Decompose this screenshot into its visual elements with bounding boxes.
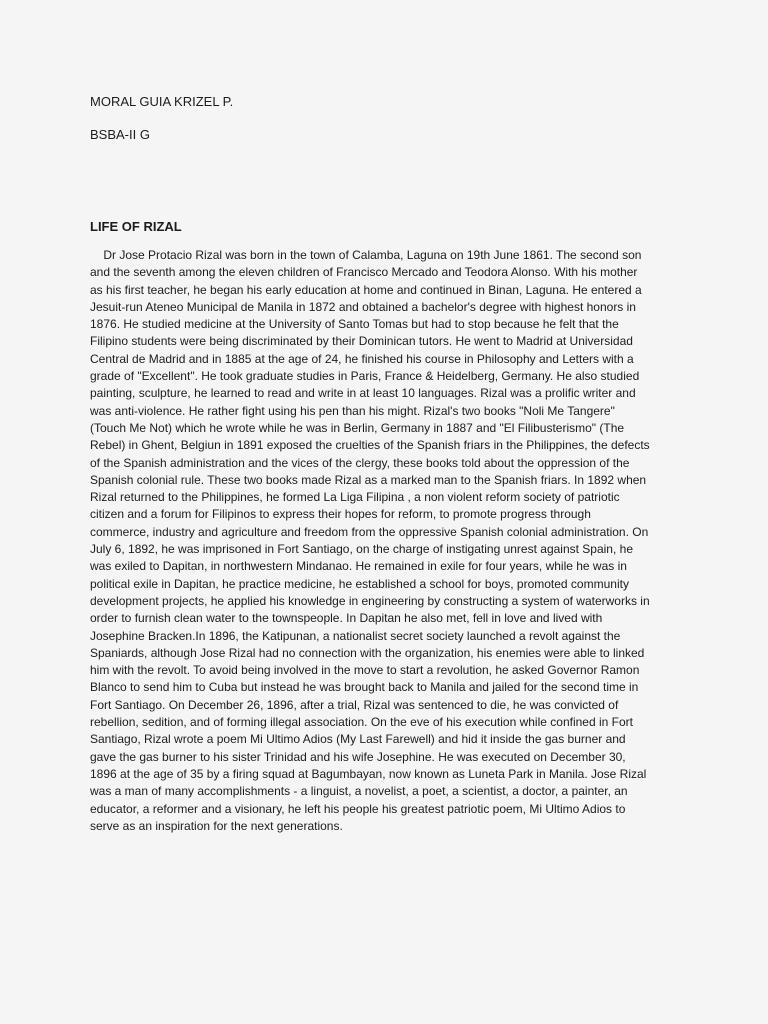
body-paragraph [90, 247, 682, 835]
body-line: was anti-violence. He rather fight using his pen than his might. Rizal's two books "Noli Me Tangere" [90, 403, 615, 418]
body-line: development projects, he applied his knowledge in engineering by constructing a system of waterworks in [90, 593, 650, 608]
body-line: Central de Madrid and in 1885 at the age of 24, he finished his course in Philosophy and Letters with a [90, 351, 634, 366]
body-line: order to furnish clean water to the townspeople. In Dapitan he also met, fell in love and lived with [90, 611, 603, 626]
body-line: political exile in Dapitan, he practice medicine, he established a school for boys, promoted community [90, 576, 629, 591]
body-line: Spaniards, although Jose Rizal had no connection with the organization, his enemies were able to linked [90, 645, 645, 660]
body-line: educator, a reformer and a visionary, he left his people his greatest patriotic poem, Mi Ultimo Adios to [90, 801, 626, 816]
body-line: Spanish colonial rule. These two books made Rizal as a marked man to the Spanish friars. In 1892 when [90, 472, 647, 487]
body-line: was exiled to Dapitan, in northwestern Mindanao. He remained in exile for four years, while he was in [90, 559, 627, 574]
body-line: Rebel) in Ghent, Belgiun in 1891 exposed the cruelties of the Spanish friars in the Philippines, the defects [90, 438, 650, 453]
body-line: (Touch Me Not) which he wrote while he was in Berlin, Germany in 1887 and "El Filibusterismo" (The [90, 420, 625, 435]
body-line: Josephine Bracken.In 1896, the Katipunan, a nationalist secret society launched a revolt against the [90, 628, 621, 643]
body-line: was a man of many accomplishments - a linguist, a novelist, a poet, a scientist, a doctor, a painter, an [90, 784, 628, 799]
body-line: him with the revolt. To avoid being involved in the move to start a revolution, he asked Governor Ramon [90, 663, 640, 678]
body-line: 1896 at the age of 35 by a firing squad at Bagumbayan, now known as Luneta Park in Manila. Jose Rizal [90, 766, 647, 781]
author-name: MORAL GUIA KRIZEL P. [90, 94, 234, 109]
body-line: rebellion, sedition, and of forming illegal association. On the eve of his execution while confined in Fort [90, 715, 633, 730]
body-line: Fort Santiago. On December 26, 1896, after a trial, Rizal was sentenced to die, he was convicted of [90, 697, 619, 712]
body-line: Blanco to send him to Cuba but instead he was brought back to Manila and jailed for the second time in [90, 680, 639, 695]
body-line: grade of "Excellent". He took graduate studies in Paris, France & Heidelberg, Germany. He also studied [90, 369, 640, 384]
body-line: as his first teacher, he began his early education at home and continued in Binan, Laguna. He entered a [90, 282, 642, 297]
author-course: BSBA-II G [90, 127, 150, 142]
body-line: commerce, industry and agriculture and freedom from the oppressive Spanish colonial administration. On [90, 524, 649, 539]
body-line: Dr Jose Protacio Rizal was born in the town of Calamba, Laguna on 19th June 1861. The second son [90, 248, 642, 262]
body-line: Jesuit-run Ateneo Municipal de Manila in 1872 and obtained a bachelor's degree with highest honors in [90, 299, 636, 314]
body-line: gave the gas burner to his sister Trinidad and his wife Josephine. He was executed on December 30, [90, 749, 626, 764]
document-title: LIFE OF RIZAL [90, 219, 182, 234]
body-line: of the Spanish administration and the vices of the clergy, these books told about the oppression of the [90, 455, 630, 470]
body-line: July 6, 1892, he was imprisoned in Fort Santiago, on the charge of instigating unrest against Spain, he [90, 542, 633, 557]
body-line: serve as an inspiration for the next generations. [90, 818, 343, 833]
body-line: painting, sculpture, he learned to read and write in at least 10 languages. Rizal was a prolific writer and [90, 386, 636, 401]
body-line: 1876. He studied medicine at the University of Santo Tomas but had to stop because he felt that the [90, 317, 619, 332]
body-line: citizen and a forum for Filipinos to express their hopes for reform, to promote progress through [90, 507, 591, 522]
body-line: Santiago, Rizal wrote a poem Mi Ultimo Adios (My Last Farewell) and hid it inside the gas burner and [90, 732, 626, 747]
body-line: and the seventh among the eleven children of Francisco Mercado and Teodora Alonso. With his mother [90, 265, 638, 280]
body-line: Rizal returned to the Philippines, he formed La Liga Filipina , a non violent reform society of patriotic [90, 490, 620, 505]
body-line: Filipino students were being discriminated by their Dominican tutors. He went to Madrid at Universidad [90, 334, 633, 349]
